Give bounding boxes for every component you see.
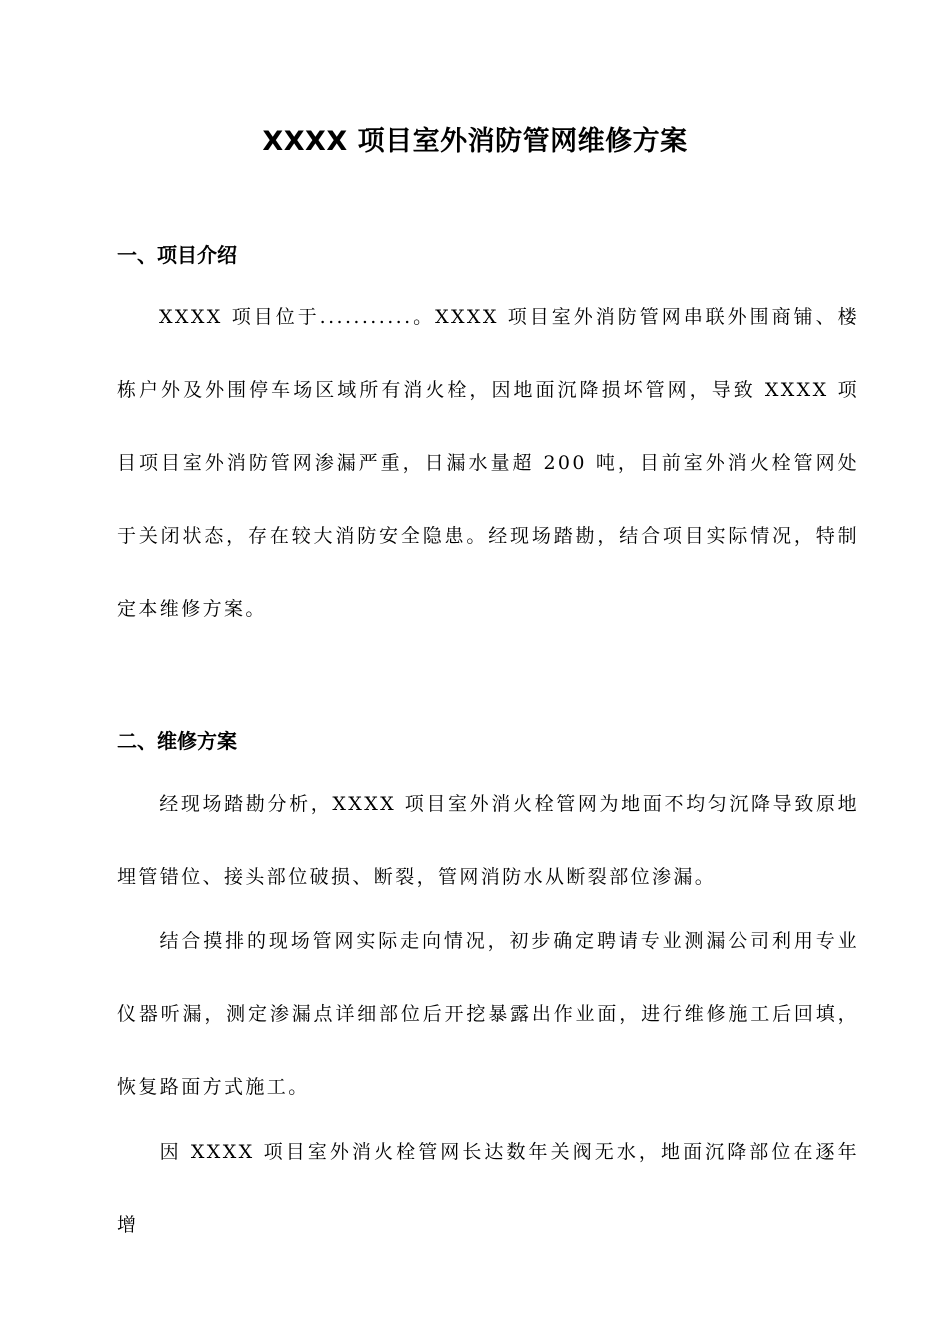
paragraph-project-intro <box>117 281 859 646</box>
section-heading-project-intro: 一、项目介绍 <box>117 243 237 267</box>
paragraph-text: 经现场踏勘分析，XXXX 项目室外消火栓管网为地面不均匀沉降导致原地埋管错位、接头部位破损、断裂，管网消防水从断裂部位渗漏。 <box>117 793 859 888</box>
paragraph-repair-background <box>117 1116 859 1262</box>
document-title: XXXX 项目室外消防管网维修方案 <box>262 126 688 157</box>
paragraph-text: XXXX 项目位于...........。XXXX 项目室外消防管网串联外围商铺、楼栋户外及外围停车场区域所有消火栓，因地面沉降损坏管网，导致 XXXX 项目项目室外消防管网渗漏严重，日漏水量超 200 吨，目前室外消火栓管网处于关闭状态，存在较大消防安全隐患。经现场踏勘，结合项目实际情况，特制定本维修方案。 <box>117 306 859 620</box>
section-heading-repair-plan: 二、维修方案 <box>117 729 237 753</box>
paragraph-text: 因 XXXX 项目室外消火栓管网长达数年关阀无水，地面沉降部位在逐年增 <box>117 1141 859 1236</box>
paragraph-repair-method <box>117 905 859 1124</box>
paragraph-repair-analysis <box>117 768 859 914</box>
paragraph-text: 结合摸排的现场管网实际走向情况，初步确定聘请专业测漏公司利用专业仪器听漏，测定渗漏点详细部位后开挖暴露出作业面，进行维修施工后回填，恢复路面方式施工。 <box>117 930 859 1098</box>
